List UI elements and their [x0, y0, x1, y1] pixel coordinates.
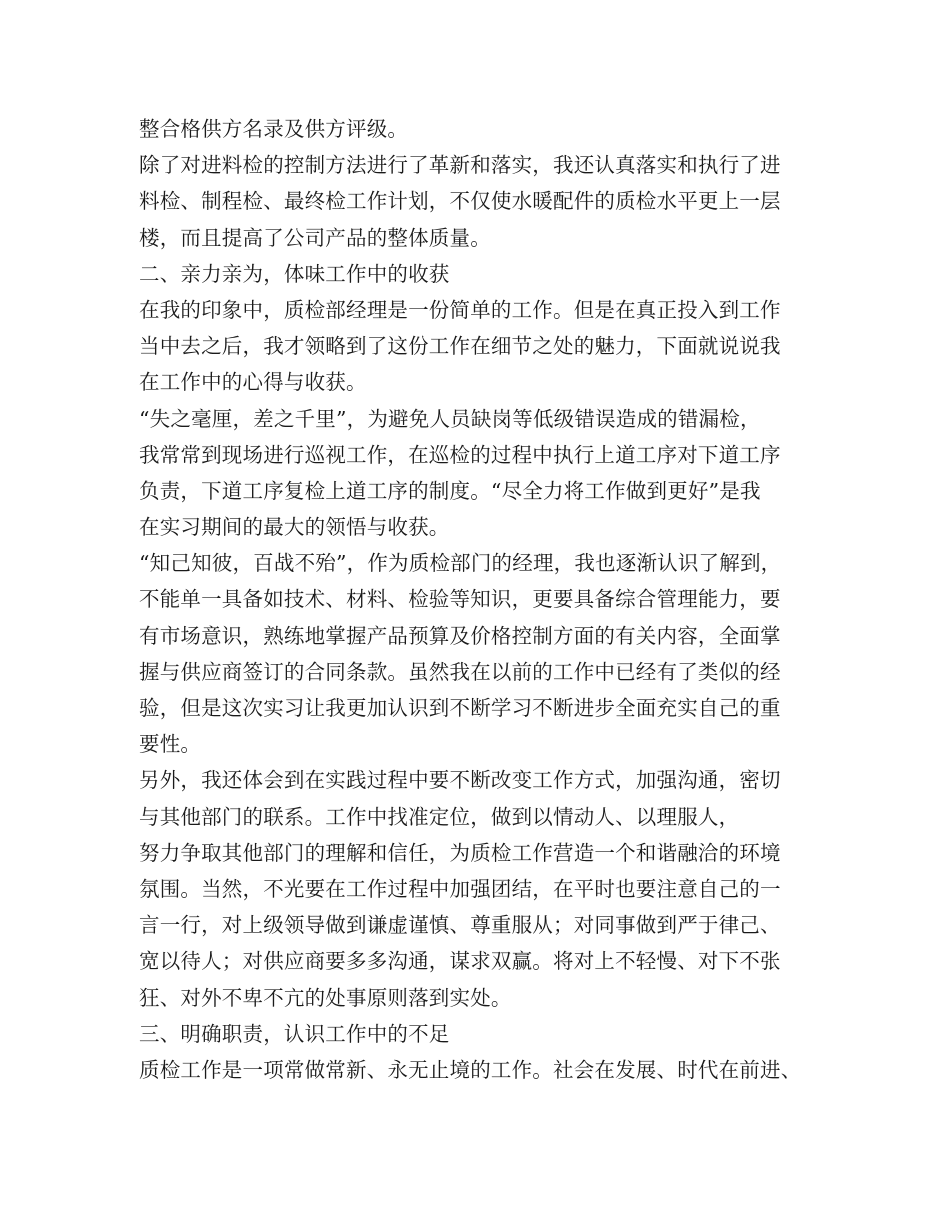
text-line: 不能单一具备如技术、材料、检验等知识，更要具备综合管理能力，要	[139, 587, 781, 612]
text-line: 当中去之后，我才领略到了这份工作在细节之处的魅力，下面就说说我	[139, 334, 781, 359]
text-line: 另外，我还体会到在实践过程中要不断改变工作方式，加强沟通，密切	[139, 768, 781, 793]
text-line: 负责，下道工序复检上道工序的制度。“尽全力将工作做到更好”是我	[139, 478, 761, 503]
text-line: 楼，而且提高了公司产品的整体质量。	[139, 225, 491, 250]
text-line: 狂、对外不卑不亢的处事原则落到实处。	[139, 985, 512, 1010]
text-line: 在实习期间的最大的领悟与收获。	[139, 515, 450, 540]
text-line: 我常常到现场进行巡视工作，在巡检的过程中执行上道工序对下道工序	[139, 442, 781, 467]
text-line: 握与供应商签订的合同条款。虽然我在以前的工作中已经有了类似的经	[139, 659, 781, 684]
text-line: 与其他部门的联系。工作中找准定位，做到以情动人、以理服人，	[139, 804, 740, 829]
text-line: 料检、制程检、最终检工作计划，不仅使水暖配件的质检水平更上一层	[139, 189, 781, 214]
text-line: 在我的印象中，质检部经理是一份简单的工作。但是在真正投入到工作	[139, 297, 781, 322]
text-line: “知己知彼，百战不殆”，作为质检部门的经理，我也逐渐认识了解到，	[139, 551, 782, 576]
text-line: 宽以待人；对供应商要多多沟通，谋求双赢。将对上不轻慢、对下不张	[139, 949, 781, 974]
text-line: 有市场意识，熟练地掌握产品预算及价格控制方面的有关内容，全面掌	[139, 623, 781, 648]
text-line: 言一行，对上级领导做到谦虚谨慎、尊重服从；对同事做到严于律己、	[139, 913, 781, 938]
section-heading: 三、明确职责，认识工作中的不足	[139, 1021, 450, 1046]
text-line: 氛围。当然，不光要在工作过程中加强团结，在平时也要注意自己的一	[139, 876, 781, 901]
text-line: 要性。	[139, 732, 202, 757]
section-heading: 二、亲力亲为，体味工作中的收获	[139, 261, 450, 286]
text-line: 整合格供方名录及供方评级。	[139, 117, 409, 141]
document-body	[139, 111, 839, 1088]
text-line: 质检工作是一项常做常新、永无止境的工作。社会在发展、时代在前进、	[139, 1057, 802, 1082]
text-line: 努力争取其他部门的理解和信任，为质检工作营造一个和谐融洽的环境	[139, 840, 781, 865]
text-line: 在工作中的心得与收获。	[139, 370, 367, 395]
text-line: 验，但是这次实习让我更加认识到不断学习不断进步全面充实自己的重	[139, 696, 781, 720]
text-line: “失之毫厘，差之千里”，为避免人员缺岗等低级错误造成的错漏检，	[139, 406, 761, 431]
text-line: 除了对进料检的控制方法进行了革新和落实，我还认真落实和执行了进	[139, 153, 781, 178]
